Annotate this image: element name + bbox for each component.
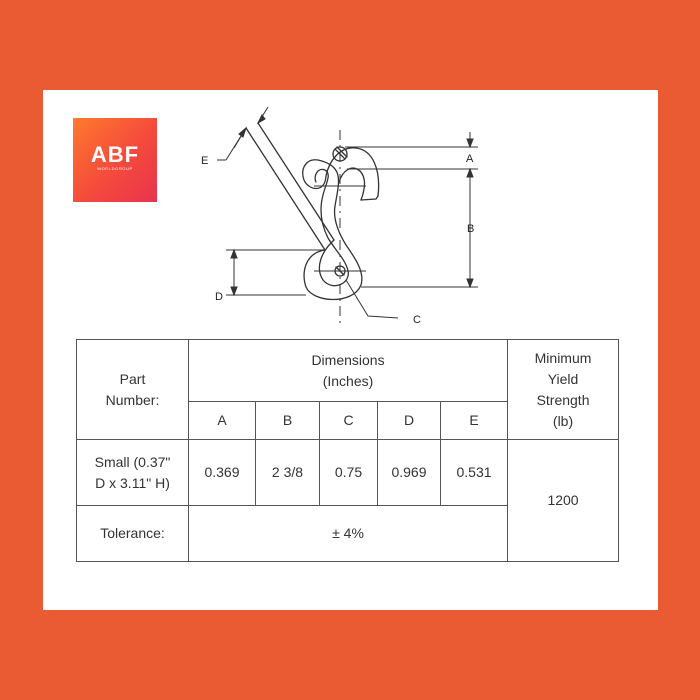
tolerance-label: Tolerance: (77, 506, 189, 562)
label-e: E (201, 155, 209, 167)
spec-card (43, 90, 658, 610)
spec-table (76, 339, 619, 562)
yield-strength-header: Minimum Yield Strength (lb) (508, 340, 619, 440)
value-b-cell: 2 3/8 (256, 440, 320, 506)
leader-c (346, 280, 398, 318)
shank-outer-edge (246, 128, 325, 250)
value-c-cell: 0.75 (320, 440, 378, 506)
value-a-cell: 0.369 (189, 440, 256, 506)
part-name-cell: Small (0.37" D x 3.11" H) (77, 440, 189, 506)
col-header-b: B (256, 402, 320, 440)
s-hook-drawing (43, 90, 658, 340)
col-header-d: D (378, 402, 441, 440)
label-b: B (467, 223, 475, 235)
col-header-e: E (441, 402, 508, 440)
label-c: C (413, 314, 421, 326)
part-number-header: Part Number: (77, 340, 189, 440)
s-hook-outer-contour (303, 148, 379, 300)
yield-strength-value: 1200 (508, 440, 619, 562)
value-e-cell: 0.531 (441, 440, 508, 506)
logo-brand-text: ABF (90, 142, 140, 167)
logo-sub-text: WORLDGROUP (97, 166, 133, 171)
table-row (77, 440, 619, 506)
col-header-c: C (320, 402, 378, 440)
value-d-cell: 0.969 (378, 440, 441, 506)
upper-hook-tip (361, 196, 378, 200)
dimensions-header: Dimensions (Inches) (189, 340, 508, 402)
col-header-a: A (189, 402, 256, 440)
label-a: A (466, 153, 474, 165)
tolerance-value: ± 4% (189, 506, 508, 562)
label-d: D (215, 291, 223, 303)
